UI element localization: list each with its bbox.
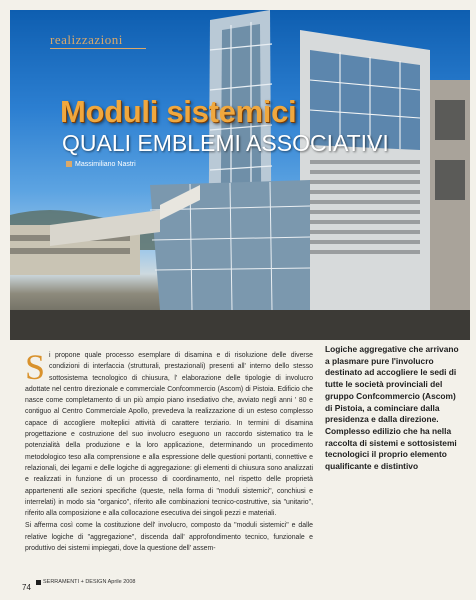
building-photo (10, 10, 470, 340)
publication-footer: SERRAMENTI + DESIGN Aprile 2008 (43, 579, 136, 585)
page-number: 74 (22, 583, 31, 592)
section-rule (50, 48, 146, 49)
headline-title: Moduli sistemici (60, 94, 297, 129)
building-illustration (10, 10, 470, 340)
pull-quote: Logiche aggregative che arrivano a plasmare pure l'involucro destinato ad accogliere le sedi di tutte le società provinciali del gruppo Confcommercio (Ascom) di Pistoia, a cominciare dalla presidenza e dalla direzione. Complesso edilizio che ha nella raccolta di sistemi e sottosistemi tecnologici il proprio elemento qualificante e distintivo (325, 344, 459, 472)
footer-square-icon (36, 580, 41, 585)
headline-subtitle: QUALI EMBLEMI ASSOCIATIVI (62, 130, 389, 156)
article-body (25, 347, 313, 555)
author-byline (66, 161, 136, 168)
author-name: Massimiliano Nastri (75, 161, 136, 168)
section-label: realizzazioni (50, 32, 123, 47)
author-marker-icon (66, 161, 72, 167)
article-paragraph: Si afferma così come la costituzione dell' involucro, composto da "moduli sistemici" e dalle relative logiche di "aggregazione", discenda dall' approfondimento tecnico, funzionale e produttivo dei sistemi impiegati, dove la questione dell' assem- (25, 522, 313, 553)
paragraph-text: i propone quale processo esemplare di disamina e di risoluzione delle diverse condizioni di interfaccia (strutturali, prestazionali) presenti all' interno dello stesso sottosistema tecnologico di chiusura, l' elaborazione delle tipologie di involucro adottate nel centro direzionale e commerciale Confcommercio (Ascom) di Pistoia. Edificio che nasce come completamento di un più ampio piano insediativo che, avviato negli anni ' 80 e contiguo al Centro Commerciale Apollo, prevedeva la realizzazione di un esteso complesso capace di accogliere molteplici attività di carattere terziario. In termini di disamina progettazione e costruzione del suo involucro eseguono un raccordo sistematico tra le potenzialità della produzione e la loro applicazione, determinando un procedimento metodologico teso alla comprensione e alla espressione delle questioni portanti, connettive e relazionali, dei legami e delle logiche di aggregazione: gli elementi di chiusura sono analizzati e realizzati in funzione di un processo di coordinamento, nel rispetto delle proprietà appartenenti alle sezioni specifiche (queste, nella forma di "moduli sistemici", conchiusi e interrelati) in modo sia "organico", riferito alle combinazioni tecnico-costruttive, sia "unitario", riferito alla composizione e alla collocazione esecutiva dei singoli pezzi e materiali. (25, 352, 313, 518)
article-paragraph (25, 347, 313, 519)
drop-cap: S (25, 347, 46, 387)
